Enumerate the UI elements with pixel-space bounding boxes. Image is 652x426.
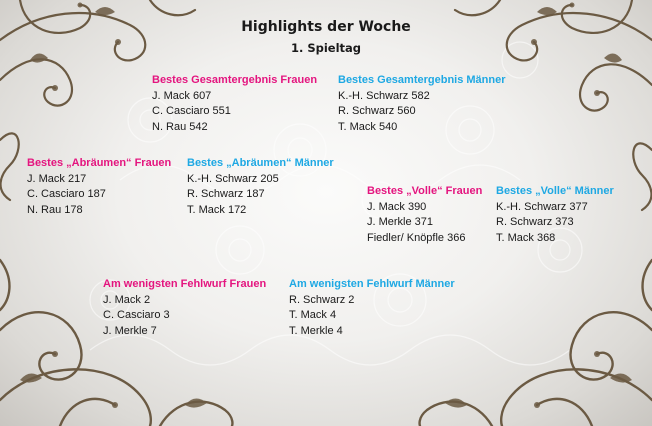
list-item: R. Schwarz 2 <box>289 293 355 306</box>
list-item: K.-H. Schwarz 377 <box>496 200 588 213</box>
section-heading: Bestes Gesamtergebnis Frauen <box>152 74 318 86</box>
section-heading: Bestes „Abräumen“ Männer <box>187 157 334 169</box>
list-item: T. Mack 172 <box>187 203 247 216</box>
list-item: T. Mack 540 <box>338 120 398 133</box>
section-heading: Bestes „Volle“ Frauen <box>367 185 483 197</box>
list-item: R. Schwarz 373 <box>496 216 574 228</box>
list-item: J. Merkle 7 <box>103 324 157 337</box>
list-item: C. Casciaro 187 <box>27 188 106 200</box>
section-heading: Bestes Gesamtergebnis Männer <box>338 74 506 86</box>
section-gesamt-maenner <box>338 73 506 135</box>
list-item: N. Rau 178 <box>27 203 83 216</box>
section-heading: Am wenigsten Fehlwurf Frauen <box>103 278 267 290</box>
section-heading: Bestes „Volle“ Männer <box>496 185 614 197</box>
section-fehlwurf-frauen <box>103 277 266 339</box>
list-item: J. Mack 217 <box>27 172 87 185</box>
list-item: T. Merkle 4 <box>289 324 343 337</box>
section-volle-frauen <box>367 184 482 246</box>
list-item: K.-H. Schwarz 582 <box>338 89 430 102</box>
section-abraeumen-frauen <box>27 156 171 218</box>
page-subtitle: 1. Spieltag <box>290 41 362 55</box>
list-item: T. Mack 4 <box>289 309 337 321</box>
list-item: J. Mack 607 <box>152 89 212 102</box>
list-item: C. Casciaro 551 <box>152 105 231 117</box>
section-fehlwurf-maenner <box>289 277 455 339</box>
page-title: Highlights der Woche <box>241 19 411 35</box>
list-item: R. Schwarz 187 <box>187 188 265 200</box>
section-volle-maenner <box>496 184 614 246</box>
section-heading: Am wenigsten Fehlwurf Männer <box>289 278 455 290</box>
section-heading: Bestes „Abräumen“ Frauen <box>27 157 172 169</box>
list-item: J. Mack 390 <box>367 200 427 213</box>
section-gesamt-frauen <box>152 73 317 135</box>
list-item: N. Rau 542 <box>152 120 208 133</box>
list-item: Fiedler/ Knöpfle 366 <box>367 231 466 244</box>
list-item: K.-H. Schwarz 205 <box>187 172 279 185</box>
list-item: J. Mack 2 <box>103 293 151 306</box>
list-item: J. Merkle 371 <box>367 216 434 228</box>
list-item: T. Mack 368 <box>496 231 556 244</box>
section-abraeumen-maenner <box>187 156 334 218</box>
list-item: R. Schwarz 560 <box>338 105 416 117</box>
list-item: C. Casciaro 3 <box>103 309 170 321</box>
